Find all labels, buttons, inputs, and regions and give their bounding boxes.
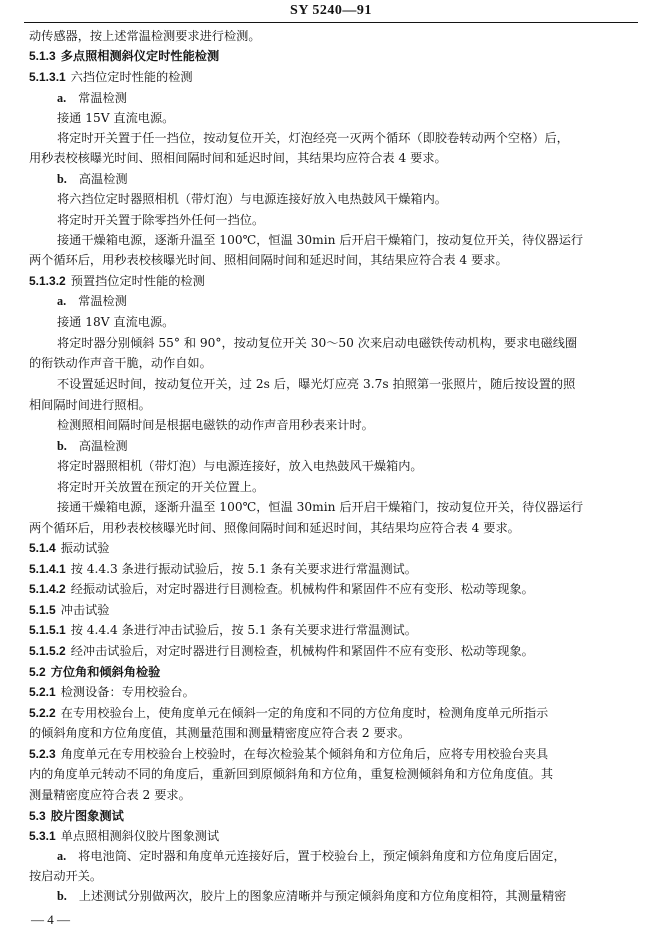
text-line: 不设置延迟时间，按动复位开关，过 2s 后，曝光灯应亮 3.7s 拍照第一张照片，随后按设置的照: [57, 377, 576, 391]
standard-code-header: SY 5240—91: [290, 3, 372, 18]
clause-line: 5.1.5.2 经冲击试验后，对定时器进行目测检查，机械构件和紧固件不应有变形、松动等现象。: [29, 644, 534, 658]
text-line: 按启动开关。: [29, 869, 103, 883]
page-number: — 4 —: [31, 912, 70, 927]
section-heading: 5.2 方位角和倾斜角检验: [29, 665, 161, 679]
subsection-heading: 5.1.5 冲击试验: [29, 603, 110, 617]
text-line: 接通干燥箱电源，逐渐升温至 100℃，恒温 30min 后开启干燥箱门，按动复位开关，待仪器运行: [57, 500, 584, 514]
text-line: 将定时开关置于任一挡位，按动复位开关，灯泡经亮一灭两个循环（即胶卷转动两个空格）后，: [57, 131, 569, 145]
text-line: 相间隔时间进行照相。: [29, 398, 151, 412]
text-line: 的倾斜角度和方位角度值，其测量范围和测量精密度应符合表 2 要求。: [29, 726, 411, 740]
text-line: 动传感器，按上述常温检测要求进行检测。: [29, 29, 261, 43]
list-item-heading: b. 高温检测: [57, 172, 128, 186]
clause-line: 5.1.4.1 按 4.4.3 条进行振动试验后，按 5.1 条有关要求进行常温测试。: [29, 562, 417, 576]
list-item-line: b. 上述测试分别做两次，胶片上的图象应清晰并与预定倾斜角度和方位角度相符，其测量精密: [57, 889, 567, 903]
subsection-heading: 5.1.3.2 预置挡位定时性能的检测: [29, 274, 205, 288]
list-item-heading: a. 常温检测: [57, 91, 127, 105]
section-heading: 5.3 胶片图象测试: [29, 809, 124, 823]
text-line: 将定时开关置于除零挡外任何一挡位。: [57, 213, 265, 227]
clause-line: 5.2.3 角度单元在专用校验台上校验时，在每次检验某个倾斜角和方位角后，应将专用校验台夹具: [29, 747, 549, 761]
clause-line: 5.2.2 在专用校验台上，使角度单元在倾斜一定的角度和不同的方位角度时，检测角度单元所指示: [29, 706, 549, 720]
text-line: 检测照相间隔时间是根据电磁铁的动作声音用秒表来计时。: [57, 418, 374, 432]
subsection-heading: 5.1.4 振动试验: [29, 541, 110, 555]
text-line: 两个循环后，用秒表校核曝光时间、照像间隔时间和延迟时间，其结果均应符合表 4 要求。: [29, 521, 520, 535]
clause-line: 5.2.1 检测设备：专用校验台。: [29, 685, 195, 699]
subsection-heading: 5.3.1 单点照相测斜仪胶片图象测试: [29, 829, 220, 843]
text-line: 将六挡位定时器照相机（带灯泡）与电源连接好放入电热鼓风干燥箱内。: [57, 192, 447, 206]
text-line: 内的角度单元转动不同的角度后，重新回到原倾斜角和方位角，重复检测倾斜角和方位角度值。其: [29, 767, 554, 781]
text-line: 将定时器分别倾斜 55° 和 90°，按动复位开关 30～50 次来启动电磁铁传动机构，要求电磁线圈: [57, 336, 578, 350]
text-line: 将定时开关放置在预定的开关位置上。: [57, 480, 265, 494]
text-line: 两个循环后，用秒表校核曝光时间、照相间隔时间和延迟时间，其结果应符合表 4 要求。: [29, 253, 508, 267]
clause-line: 5.1.5.1 按 4.4.4 条进行冲击试验后，按 5.1 条有关要求进行常温测试。: [29, 623, 417, 637]
list-item-heading: b. 高温检测: [57, 439, 128, 453]
clause-line: 5.1.4.2 经振动试验后，对定时器进行目测检查。机械构件和紧固件不应有变形、松动等现象。: [29, 582, 534, 596]
section-heading: 5.1.3 多点照相测斜仪定时性能检测: [29, 49, 220, 63]
text-line: 将定时器照相机（带灯泡）与电源连接好，放入电热鼓风干燥箱内。: [57, 459, 423, 473]
list-item-heading: a. 常温检测: [57, 294, 127, 308]
header-rule: [24, 22, 638, 23]
list-item-line: a. 将电池筒、定时器和角度单元连接好后，置于校验台上，预定倾斜角度和方位角度后固定，: [57, 849, 566, 863]
text-line: 接通 15V 直流电源。: [57, 111, 175, 125]
text-line: 用秒表校核曝光时间、照相间隔时间和延迟时间，其结果均应符合表 4 要求。: [29, 151, 447, 165]
text-line: 的衔铁动作声音干脆，动作自如。: [29, 356, 212, 370]
subsection-heading: 5.1.3.1 六挡位定时性能的检测: [29, 70, 193, 84]
text-line: 测量精密度应符合表 2 要求。: [29, 788, 191, 802]
text-line: 接通干燥箱电源，逐渐升温至 100℃，恒温 30min 后开启干燥箱门，按动复位开关，待仪器运行: [57, 233, 584, 247]
text-line: 接通 18V 直流电源。: [57, 315, 175, 329]
